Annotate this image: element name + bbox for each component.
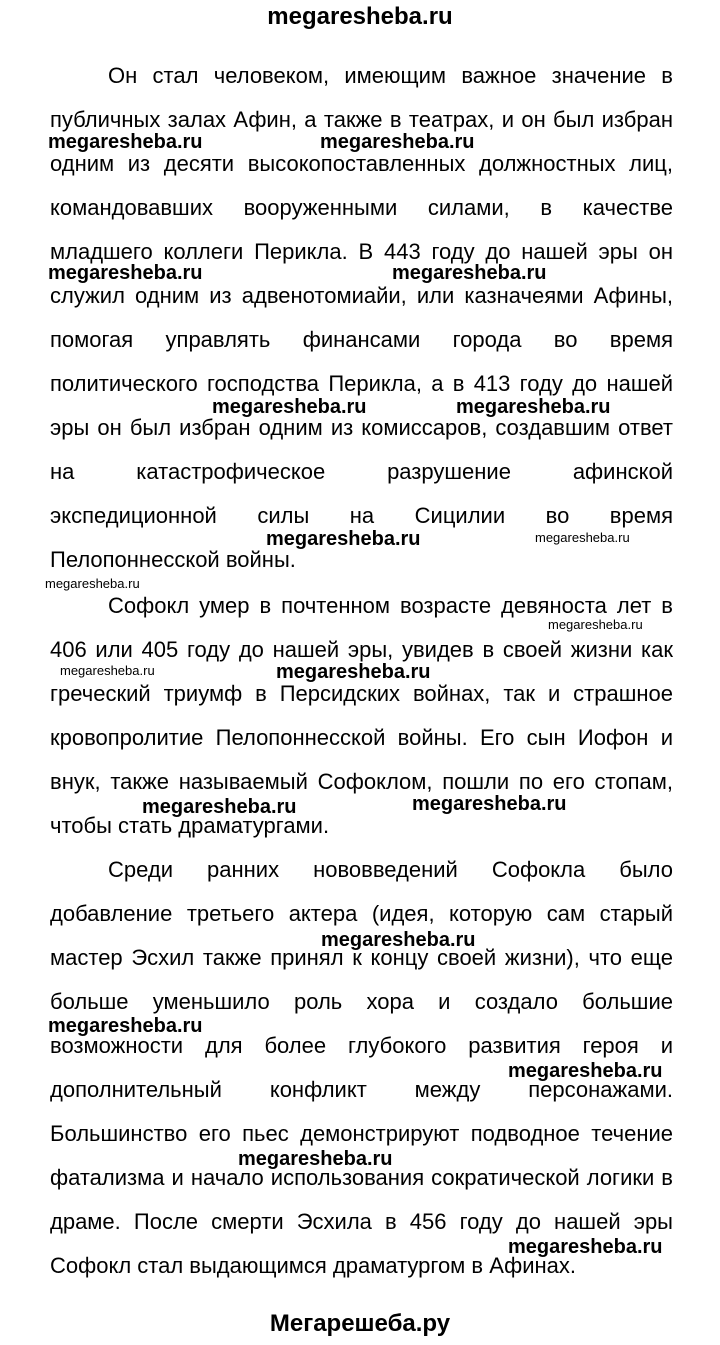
text-line: Он стал человеком, имеющим важное значение в [108, 63, 673, 88]
text-line: Большинство его пьес демонстрируют подводное течение [50, 1121, 673, 1146]
text-line: экспедиционной силы на Сицилии во время [50, 503, 673, 528]
text-line: Пелопоннесской войны. [50, 547, 296, 572]
text-line: Среди ранних нововведений Софокла было [108, 857, 673, 882]
watermark: megaresheba.ru [320, 131, 475, 153]
watermark: megaresheba.ru [48, 1015, 203, 1037]
watermark: megaresheba.ru [45, 576, 140, 591]
text-line: возможности для более глубокого развития героя и [50, 1033, 673, 1058]
watermark: megaresheba.ru [321, 929, 476, 951]
site-footer: Мегарешеба.ру [269, 1310, 451, 1337]
text-line: внук, также называемый Софоклом, пошли по его стопам, [50, 769, 673, 794]
text-line: Софокл стал выдающимся драматургом в Афинах. [50, 1253, 577, 1278]
text-line: эры он был избран одним из комиссаров, создавшим ответ [50, 415, 673, 440]
text-line: чтобы стать драматургами. [50, 813, 330, 838]
text-line: кровопролитие Пелопоннесской войны. Его сын Иофон и [50, 725, 673, 750]
watermark: megaresheba.ru [412, 793, 567, 815]
text-line: на катастрофическое разрушение афинской [50, 459, 673, 484]
text-line: командовавших вооруженными силами, в качестве [50, 195, 673, 220]
watermark: megaresheba.ru [48, 262, 203, 284]
watermark: megaresheba.ru [392, 262, 547, 284]
text-line: мастер Эсхил также принял к концу своей жизни), что еще [50, 945, 673, 970]
watermark: megaresheba.ru [535, 530, 630, 545]
watermark: megaresheba.ru [508, 1060, 663, 1082]
watermark: megaresheba.ru [238, 1148, 393, 1170]
watermark: megaresheba.ru [48, 131, 203, 153]
text-line: греческий триумф в Персидских войнах, так и страшное [50, 681, 673, 706]
site-header: megaresheba.ru [267, 3, 453, 30]
text-line: младшего коллеги Перикла. В 443 году до нашей эры он [50, 239, 673, 264]
watermark: megaresheba.ru [276, 661, 431, 683]
watermark: megaresheba.ru [266, 528, 421, 550]
text-line: добавление третьего актера (идея, которую сам старый [50, 901, 673, 926]
text-line: служил одним из адвенотомиайи, или казначеями Афины, [50, 283, 673, 308]
text-line: драме. После смерти Эсхила в 456 году до нашей эры [50, 1209, 673, 1234]
watermark: megaresheba.ru [456, 396, 611, 418]
watermark: megaresheba.ru [142, 796, 297, 818]
text-line: больше уменьшило роль хора и создало большие [50, 989, 673, 1014]
watermark: megaresheba.ru [508, 1236, 663, 1258]
watermark: megaresheba.ru [548, 617, 643, 632]
text-line: дополнительный конфликт между персонажами. [50, 1077, 673, 1102]
text-line: Софокл умер в почтенном возрасте девяноста лет в [108, 593, 673, 618]
text-line: одним из десяти высокопоставленных должностных лиц, [50, 151, 673, 176]
watermark: megaresheba.ru [212, 396, 367, 418]
text-line: помогая управлять финансами города во время [50, 327, 673, 352]
text-line: публичных залах Афин, а также в театрах, и он был избран [50, 107, 673, 132]
text-line: политического господства Перикла, а в 413 году до нашей [50, 371, 673, 396]
watermark: megaresheba.ru [60, 663, 155, 678]
text-line: 406 или 405 году до нашей эры, увидев в своей жизни как [50, 637, 673, 662]
text-line: фатализма и начало использования сократической логики в [50, 1165, 673, 1190]
